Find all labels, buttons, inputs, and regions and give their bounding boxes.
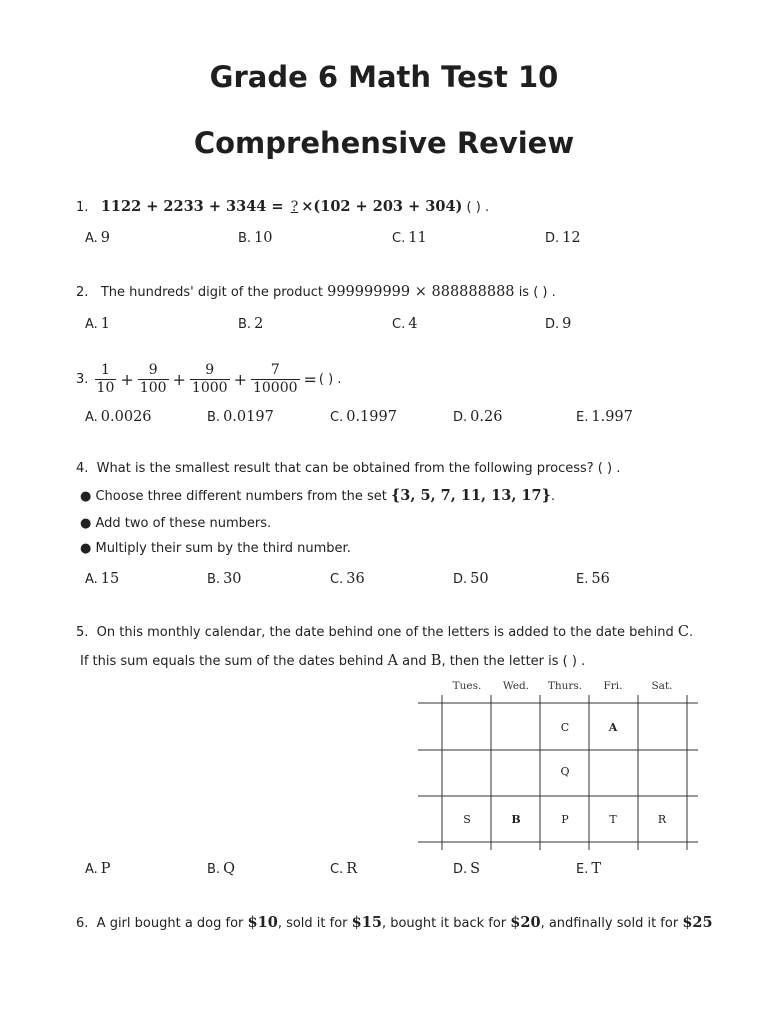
denominator: 10000 xyxy=(252,380,298,396)
page-subtitle: Comprehensive Review xyxy=(193,126,575,160)
option-d[interactable] xyxy=(545,230,581,246)
numerator: 1 xyxy=(95,362,117,380)
option-value: S xyxy=(470,861,481,877)
option-e[interactable] xyxy=(576,571,610,587)
plus-sign: + xyxy=(120,370,134,389)
option-letter: D. xyxy=(545,231,560,246)
denominator: 10 xyxy=(96,380,115,396)
option-c[interactable] xyxy=(330,571,365,587)
bullet-text: ● Choose three different numbers from the set xyxy=(80,489,387,504)
option-letter: A. xyxy=(85,862,98,877)
option-b[interactable] xyxy=(238,230,273,246)
option-b[interactable] xyxy=(207,861,235,877)
question-text: If this sum equals the sum of the dates behind xyxy=(80,654,384,669)
option-value: P xyxy=(100,861,111,877)
question-text: , sold it for xyxy=(277,916,348,931)
option-value: 50 xyxy=(470,571,489,587)
option-letter: E. xyxy=(576,572,589,587)
answer-paren: ( ) . xyxy=(318,372,342,387)
option-letter: A. xyxy=(85,572,98,587)
question-3 xyxy=(76,362,341,397)
option-value: 15 xyxy=(100,571,120,587)
option-letter: C. xyxy=(330,862,344,877)
option-value: 0.26 xyxy=(470,409,503,425)
price-value: $15 xyxy=(351,914,382,931)
option-letter: E. xyxy=(576,410,589,425)
option-value: R xyxy=(346,861,358,877)
option-value: 12 xyxy=(562,230,581,246)
calendar-cell-s: S xyxy=(463,813,471,826)
option-value: 1.997 xyxy=(591,409,633,425)
bullet-end: . xyxy=(550,489,556,504)
denominator: 1000 xyxy=(191,380,228,396)
monthly-calendar xyxy=(412,675,704,850)
question-number: 3. xyxy=(76,372,89,387)
question-2 xyxy=(76,284,556,300)
option-letter: D. xyxy=(453,572,468,587)
calendar-cell-t: T xyxy=(609,813,617,826)
calendar-cell-b: B xyxy=(511,813,521,826)
variable-a: A xyxy=(387,653,399,669)
option-letter: B. xyxy=(238,231,252,246)
option-value: 56 xyxy=(591,571,610,587)
option-a[interactable] xyxy=(85,571,119,587)
option-d[interactable] xyxy=(453,571,489,587)
question-text: is ( ) . xyxy=(518,285,556,300)
price-value: $20 xyxy=(510,914,541,931)
option-value: Q xyxy=(223,861,235,877)
option-c[interactable] xyxy=(330,409,397,425)
bullet-choose xyxy=(80,487,555,504)
question-text: , then the letter is ( ) . xyxy=(441,654,586,669)
option-letter: B. xyxy=(207,862,221,877)
option-letter: C. xyxy=(392,317,406,332)
option-letter: B. xyxy=(238,317,252,332)
answer-blank: ? xyxy=(290,199,299,215)
option-letter: E. xyxy=(576,862,589,877)
option-value: 0.0197 xyxy=(223,409,274,425)
math-expression: 999999999 × 888888888 xyxy=(327,284,515,300)
fraction xyxy=(190,362,230,397)
day-header-tues: Tues. xyxy=(452,680,482,692)
option-letter: A. xyxy=(85,410,98,425)
math-expression: ×(102 + 203 + 304) xyxy=(301,198,463,215)
option-letter: C. xyxy=(330,410,344,425)
variable-c: C xyxy=(677,624,689,640)
page-title: Grade 6 Math Test 10 xyxy=(209,60,559,94)
option-value: 36 xyxy=(346,571,365,587)
question-5 xyxy=(76,624,693,640)
option-c[interactable] xyxy=(330,861,357,877)
bullet-multiply: ● Multiply their sum by the third number. xyxy=(80,541,351,556)
day-header-sat: Sat. xyxy=(651,680,673,692)
option-letter: A. xyxy=(85,317,98,332)
option-d[interactable] xyxy=(545,316,571,332)
option-letter: D. xyxy=(453,410,468,425)
option-letter: D. xyxy=(453,862,468,877)
question-text: , bought it back for xyxy=(381,916,507,931)
option-value: 2 xyxy=(254,316,264,332)
question-text: A girl bought a dog for xyxy=(96,916,244,931)
day-header-fri: Fri. xyxy=(603,680,623,692)
option-letter: B. xyxy=(207,410,221,425)
numerator: 9 xyxy=(138,362,169,380)
question-text: and xyxy=(402,654,427,669)
denominator: 100 xyxy=(139,380,167,396)
calendar-cell-a: A xyxy=(608,721,618,734)
price-value: $10 xyxy=(247,914,278,931)
option-d[interactable] xyxy=(453,409,502,425)
answer-paren: ( ) . xyxy=(466,200,490,215)
question-number: 6. xyxy=(76,916,89,931)
calendar-cell-r: R xyxy=(657,813,667,826)
option-value: 0.1997 xyxy=(346,409,397,425)
option-d[interactable] xyxy=(453,861,480,877)
option-a[interactable] xyxy=(85,316,110,332)
option-b[interactable] xyxy=(207,571,242,587)
option-b[interactable] xyxy=(207,409,274,425)
option-a[interactable] xyxy=(85,861,111,877)
plus-sign: + xyxy=(172,370,186,389)
price-value: $25 xyxy=(682,914,713,931)
option-e[interactable] xyxy=(576,409,633,425)
fraction xyxy=(138,362,169,397)
option-letter: C. xyxy=(330,572,344,587)
equals-sign: = xyxy=(303,370,317,389)
option-value: 11 xyxy=(408,230,427,246)
bullet-add: ● Add two of these numbers. xyxy=(80,516,272,531)
option-b[interactable] xyxy=(238,316,263,332)
calendar-cell-p: P xyxy=(561,813,569,826)
question-1 xyxy=(76,198,489,215)
question-6 xyxy=(76,914,713,931)
question-4 xyxy=(76,461,620,476)
math-expression: 1122 + 2233 + 3344 = xyxy=(100,198,284,215)
fraction xyxy=(95,362,117,397)
option-e[interactable] xyxy=(576,861,601,877)
question-number: 5. xyxy=(76,625,89,640)
question-text: The hundreds' digit of the product xyxy=(100,285,323,300)
numerator: 7 xyxy=(251,362,300,380)
number-set: {3, 5, 7, 11, 13, 17} xyxy=(390,487,551,504)
option-value: 10 xyxy=(254,230,273,246)
plus-sign: + xyxy=(233,370,247,389)
option-c[interactable] xyxy=(392,230,427,246)
option-letter: D. xyxy=(545,317,560,332)
question-number: 1. xyxy=(76,200,89,215)
option-letter: C. xyxy=(392,231,406,246)
question-text: On this monthly calendar, the date behind one of the letters is added to the date behind xyxy=(96,625,674,640)
calendar-cell-q: Q xyxy=(560,765,570,778)
calendar-cell-c: C xyxy=(560,721,570,734)
option-value: 4 xyxy=(408,316,418,332)
option-value: 1 xyxy=(100,316,111,332)
question-number: 2. xyxy=(76,285,89,300)
option-a[interactable] xyxy=(85,409,152,425)
option-value: 0.0026 xyxy=(100,409,152,425)
numerator: 9 xyxy=(190,362,230,380)
option-value: 9 xyxy=(100,230,111,246)
option-value: T xyxy=(591,861,602,877)
option-value: 30 xyxy=(223,571,242,587)
variable-b: B xyxy=(430,653,442,669)
option-letter: A. xyxy=(85,231,98,246)
option-c[interactable] xyxy=(392,316,417,332)
option-a[interactable] xyxy=(85,230,110,246)
option-letter: B. xyxy=(207,572,221,587)
day-header-wed: Wed. xyxy=(502,680,530,692)
question-text: . xyxy=(689,625,694,640)
question-text: What is the smallest result that can be obtained from the following process? ( ) . xyxy=(96,461,621,476)
question-number: 4. xyxy=(76,461,89,476)
day-header-thurs: Thurs. xyxy=(547,680,583,692)
question-5-line-2 xyxy=(80,653,585,669)
question-text: , andfinally sold it for xyxy=(540,916,679,931)
fraction xyxy=(251,362,300,397)
option-value: 9 xyxy=(562,316,572,332)
